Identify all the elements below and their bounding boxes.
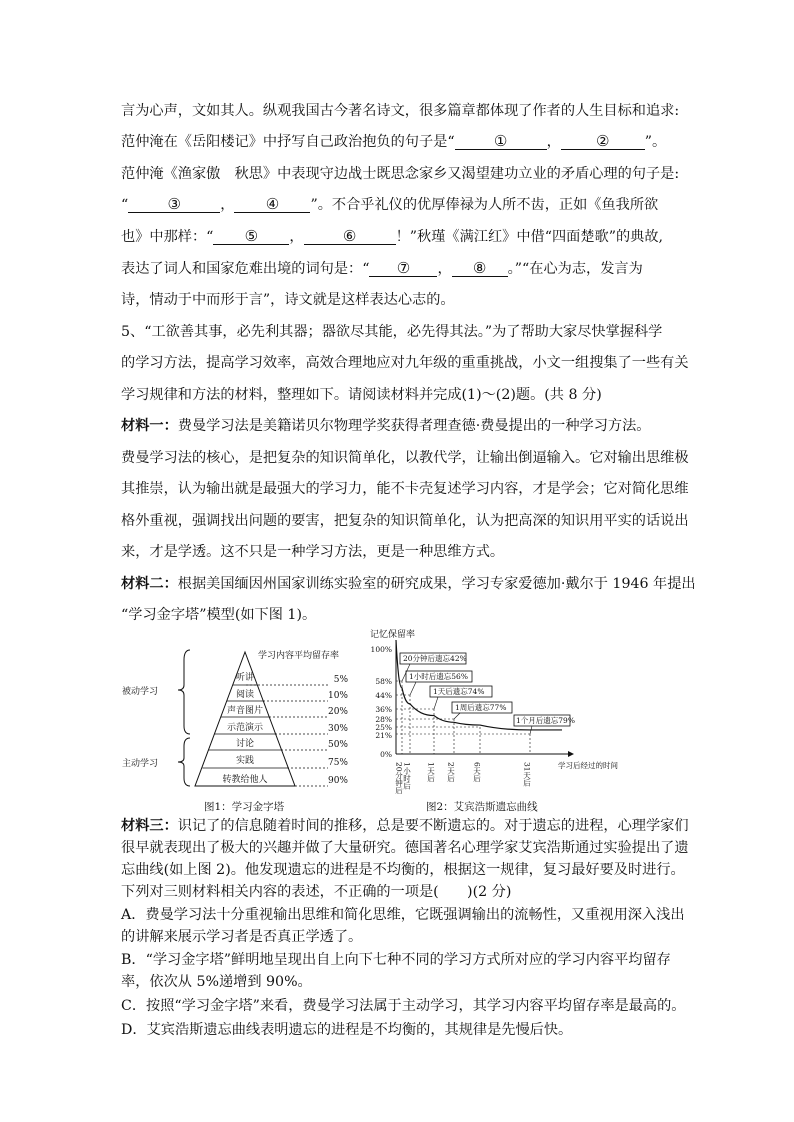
text: 识记了的信息随着时间的推移，总是要不断遗忘的。对于遗忘的进程，心理学家们	[177, 818, 689, 834]
option-d[interactable]: D．艾宾浩斯遗忘曲线表明遗忘的进程是不均衡的，其规律是先慢后快。	[121, 1022, 573, 1038]
text: ”。不合乎礼仪的优厚俸禄为人所不齿，正如《鱼我所欲	[310, 197, 659, 213]
blank-5[interactable]	[213, 227, 289, 245]
blank-4[interactable]	[234, 195, 310, 213]
text: ，	[289, 229, 304, 245]
figure2-caption: 图2：艾宾浩斯遗忘曲线	[426, 801, 538, 813]
material-label: 材料二：	[121, 576, 178, 592]
text: 根据美国缅因州国家训练实验室的研究成果，学习专家爱德加·戴尔于 1946 年提出	[177, 576, 696, 592]
annotation-text: 1个月后遗忘79%	[516, 716, 575, 725]
pyramid-title: 学习内容平均留存率	[258, 651, 340, 661]
m1-line1	[121, 416, 650, 436]
x-tick: 1小时后	[402, 762, 412, 790]
material-label: 材料一：	[121, 418, 178, 434]
m1-line4: 格外重视，强调找出问题的要害，把复杂的知识简单化，认为把高深的知识用平实的话说出	[121, 513, 689, 529]
annotation-text: 1小时后遗忘56%	[409, 672, 468, 681]
blank-1[interactable]	[455, 132, 547, 150]
para1-line5	[121, 227, 663, 247]
para1-line4	[121, 195, 658, 215]
m3-line2: 很早就表现出了极大的兴趣并做了大量研究。德国著名心理学家艾宾浩斯通过实验提出了遗	[121, 840, 689, 856]
m1-line3: 其推崇，认为输出就是最强大的学习力，能不卡壳复述学习内容，才是学会；它对简化思维	[121, 481, 689, 497]
pyramid-level: 听讲	[235, 673, 255, 683]
blank-number: ①	[493, 132, 508, 150]
question-stem: 下列对三则材料相关内容的表述，不正确的一项是( )(2 分)	[121, 884, 512, 900]
x-tick: 2天后	[446, 762, 456, 782]
blank-number: ⑦	[396, 259, 411, 277]
y-tick: 25%	[375, 723, 392, 732]
blank-number: ⑥	[342, 227, 357, 245]
pyramid-pct: 30%	[327, 724, 348, 734]
blank-7[interactable]	[369, 259, 437, 277]
text: ，	[437, 261, 452, 277]
para1-line1: 言为心声，文如其人。纵观我国古今著名诗文，很多篇章都体现了作者的人生目标和追求:	[121, 103, 680, 119]
para1-line7: 诗，情动于中而形于言”，诗文就是这样表达心志的。	[121, 292, 455, 308]
m2-line2: “学习金字塔”模型(如下图 1)。	[121, 607, 317, 623]
para1-line2	[121, 132, 666, 152]
learning-pyramid-figure	[118, 640, 358, 798]
y-tick: 44%	[375, 691, 392, 700]
pyramid-pct: 90%	[327, 776, 348, 786]
x-axis-arrow	[568, 751, 574, 757]
blank-6[interactable]	[304, 227, 396, 245]
forgetting-curve-chart	[362, 626, 618, 798]
blank-8[interactable]	[452, 259, 508, 277]
option-a-line2[interactable]: 的讲解来展示学习者是否真正学透了。	[121, 929, 363, 945]
para1-line6	[121, 259, 643, 279]
x-tick: 31天后	[522, 762, 532, 787]
blank-2[interactable]	[561, 132, 645, 150]
text: ，	[220, 197, 235, 213]
pyramid-pct: 75%	[327, 758, 348, 768]
chart-title: 记忆保留率	[370, 630, 416, 640]
passive-bracket	[178, 650, 190, 734]
m3-line1	[121, 816, 689, 836]
x-axis-label-1: 学习后经过的时间	[558, 761, 618, 770]
text: “	[121, 197, 129, 213]
text: ！”秋瑾《满江红》中借“四面楚歌”的典故,	[395, 229, 664, 245]
m1-line5: 来，才是学透。这不只是一种学习方法，更是一种思维方式。	[121, 544, 505, 560]
y-tick: 0%	[380, 750, 392, 759]
blank-number: ③	[167, 195, 181, 213]
option-b-line1[interactable]: B．“学习金字塔”鲜明地呈现出自上向下七种不同的学习方式所对应的学习内容平均留存	[121, 952, 671, 968]
text: 表达了词人和国家危难出境的词句是：“	[121, 261, 370, 277]
pyramid-pct: 50%	[327, 740, 348, 750]
m3-line3: 忘曲线(如上图 2)。他发现遗忘的进程是不均衡的，根据这一规律，复习最好要及时进行。	[121, 862, 685, 878]
text: 范仲淹在《岳阳楼记》中抒写自己政治抱负的句子是“	[121, 134, 455, 150]
y-tick: 100%	[370, 645, 392, 654]
active-label: 主动学习	[122, 759, 159, 769]
pyramid-level: 转教给他人	[222, 775, 268, 785]
figure1-caption: 图1：学习金字塔	[204, 801, 285, 813]
text: ”。	[644, 134, 667, 150]
m2-line1	[121, 574, 696, 594]
blank-3[interactable]	[128, 195, 220, 213]
annotation-text: 1周后遗忘77%	[455, 703, 507, 712]
pyramid-pct: 5%	[333, 675, 348, 685]
x-tick: 20分钟后	[394, 762, 404, 795]
option-c[interactable]: C．按照“学习金字塔”来看，费曼学习法属于主动学习，其学习内容平均留存率是最高的。	[121, 998, 686, 1014]
y-tick: 28%	[375, 715, 392, 724]
passive-label: 被动学习	[122, 687, 159, 697]
material-label: 材料三：	[121, 818, 178, 834]
blank-number: ④	[265, 195, 280, 213]
blank-number: ⑧	[472, 259, 487, 277]
annotation-text: 20分钟后遗忘42%	[403, 654, 467, 663]
x-tick: 6天后	[472, 762, 482, 782]
q5-line1: 5、“工欲善其事，必先利其器；器欲尽其能，必先得其法。”为了帮助大家尽快掌握科学	[121, 324, 663, 340]
y-tick: 58%	[375, 677, 392, 686]
blank-number: ⑤	[244, 227, 259, 245]
blank-number: ②	[596, 132, 610, 150]
pyramid-level: 示范演示	[226, 723, 264, 733]
y-tick: 36%	[375, 705, 392, 714]
pyramid-level: 阅读	[235, 690, 255, 700]
active-bracket	[178, 738, 190, 786]
option-a-line1[interactable]: A．费曼学习法十分重视输出思维和简化思维，它既强调输出的流畅性，又重视用深入浅出	[121, 907, 685, 923]
option-b-line2[interactable]: 率，依次从 5%递增到 90%。	[121, 974, 312, 990]
x-tick: 1天后	[426, 762, 436, 782]
text: 也》中那样：“	[121, 229, 214, 245]
para1-line3: 范仲淹《渔家傲 秋思》中表现守边战士既思念家乡又渴望建功立业的矛盾心理的句子是:	[121, 166, 680, 182]
y-tick: 21%	[375, 731, 392, 740]
pyramid-pct: 20%	[327, 707, 348, 717]
pyramid-level: 实践	[235, 756, 255, 766]
pyramid-pct: 10%	[327, 691, 348, 701]
annotation-text: 1天后遗忘74%	[433, 687, 485, 696]
m1-line2: 费曼学习法的核心，是把复杂的知识简单化，以教代学，让输出倒逼输入。它对输出思维极	[121, 450, 689, 466]
pyramid-level: 讨论	[235, 739, 255, 749]
text: ，	[546, 134, 561, 150]
pyramid-level: 声音图片	[226, 706, 264, 716]
q5-line2: 的学习方法，提高学习效率，高效合理地应对九年级的重重挑战，小文一组搜集了一些有关	[121, 355, 689, 371]
text: 。”“在心为志，发言为	[507, 261, 643, 277]
q5-line3: 学习规律和方法的材料，整理如下。请阅读材料并完成(1)～(2)题。(共 8 分)	[121, 387, 602, 403]
text: 费曼学习法是美籍诺贝尔物理学奖获得者理查德·费曼提出的一种学习方法。	[177, 418, 651, 434]
